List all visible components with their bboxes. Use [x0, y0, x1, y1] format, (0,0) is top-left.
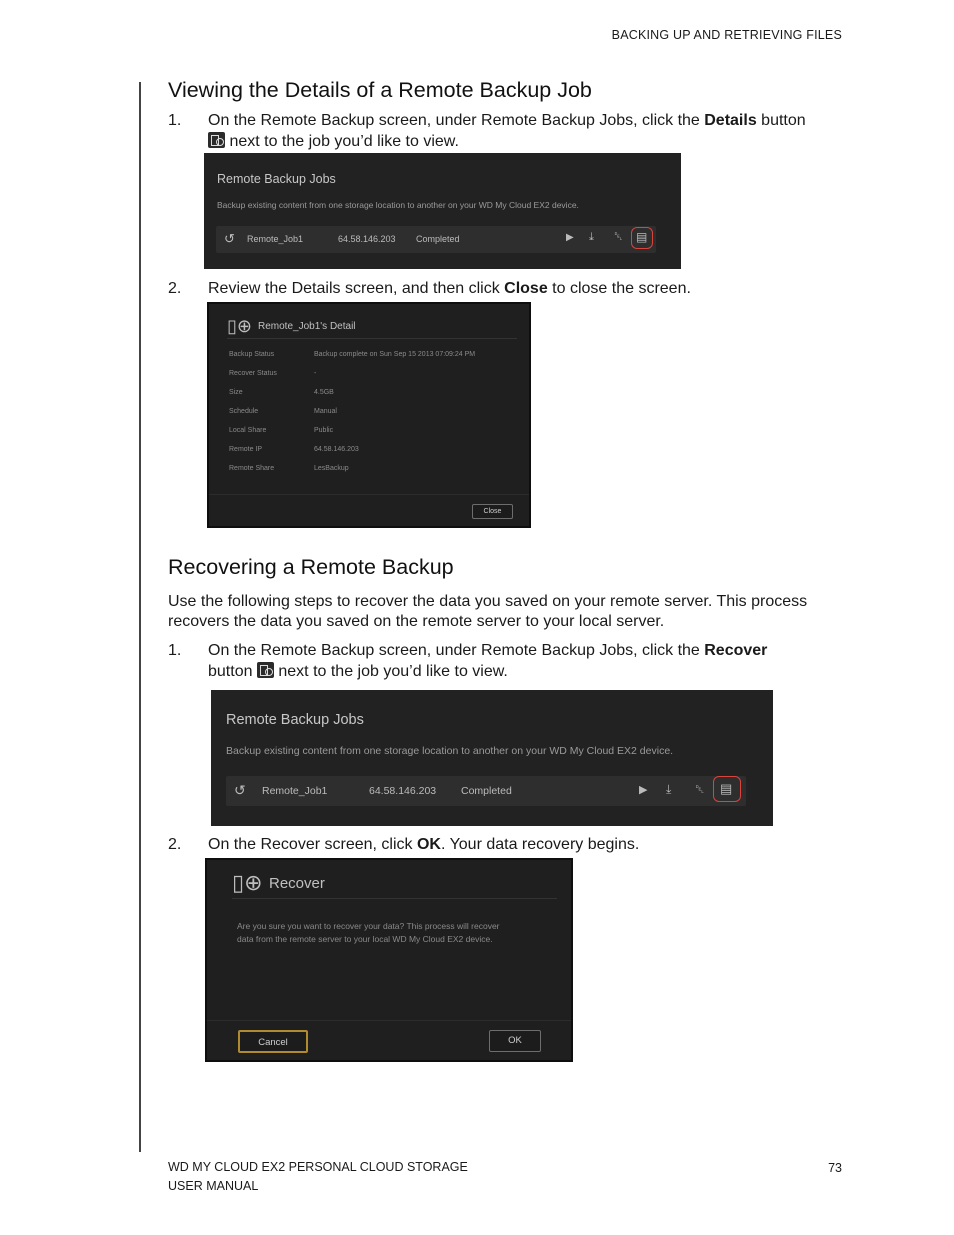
- trash-icon[interactable]: ␡: [614, 231, 623, 243]
- divider: [227, 338, 517, 339]
- panel-title: Remote Backup Jobs: [217, 172, 336, 186]
- detail-value: 4.5GB: [314, 389, 334, 396]
- detail-value: 64.58.146.203: [314, 446, 359, 453]
- job-row[interactable]: [226, 776, 746, 806]
- dialog-title: Remote_Job1's Detail: [258, 321, 356, 332]
- step-text: Review the Details screen, and then click Close to close the screen.: [208, 280, 691, 297]
- play-icon[interactable]: ▶: [639, 784, 648, 796]
- step-1-recover: [168, 640, 858, 682]
- section-heading-details: Viewing the Details of a Remote Backup Job: [168, 78, 592, 102]
- download-icon[interactable]: ⤓: [666, 782, 672, 796]
- detail-value: Manual: [314, 408, 337, 415]
- detail-value: Public: [314, 427, 334, 434]
- detail-label: Size: [229, 389, 243, 396]
- details-dialog: [207, 302, 531, 528]
- play-icon[interactable]: ▶: [566, 232, 574, 243]
- job-name: Remote_Job1: [262, 785, 328, 797]
- recover-icon[interactable]: ▤: [720, 781, 733, 796]
- panel-description: Backup existing content from one storage location to another on your WD My Cloud EX2 device.: [226, 745, 674, 757]
- detail-label: Schedule: [229, 408, 259, 415]
- dialog-title: Recover: [269, 875, 325, 892]
- panel-title: Remote Backup Jobs: [226, 712, 364, 728]
- close-button[interactable]: Close: [472, 504, 513, 519]
- remote-backup-icon: ▯⊕: [232, 870, 263, 895]
- job-ip: 64.58.146.203: [369, 785, 437, 797]
- step-text: On the Remote Backup screen, under Remote Backup Jobs, click the Details button next to the job you’d like to view.: [208, 112, 806, 150]
- divider: [209, 494, 529, 495]
- remote-backup-icon: ▯⊕: [227, 316, 252, 336]
- details-icon[interactable]: ▤: [636, 230, 648, 244]
- detail-label: Recover Status: [229, 370, 277, 377]
- intro-paragraph: Use the following steps to recover the data you saved on your remote server. This process recovers the data you saved on the remote server to your local server.: [168, 593, 808, 630]
- detail-label: Remote IP: [229, 446, 263, 453]
- recover-dialog: [205, 858, 573, 1062]
- job-status: Completed: [461, 785, 512, 797]
- step-number: 1.: [168, 112, 182, 129]
- detail-label: Local Share: [229, 427, 267, 434]
- highlight-ring: [713, 776, 741, 802]
- job-status: Completed: [416, 234, 460, 244]
- detail-value: Backup complete on Sun Sep 15 2013 07:09:24 PM: [314, 351, 476, 358]
- step-text: On the Remote Backup screen, under Remote Backup Jobs, click the Recover button next to the job you’d like to view.: [208, 642, 768, 680]
- history-icon: ↺: [224, 231, 235, 246]
- side-rule: [139, 82, 141, 1152]
- step-number: 2.: [168, 836, 182, 853]
- details-icon: [208, 132, 225, 148]
- detail-label: Backup Status: [229, 351, 275, 358]
- detail-value: LesBackup: [314, 465, 349, 472]
- footer-product: WD MY CLOUD EX2 PERSONAL CLOUD STORAGE: [168, 1160, 468, 1174]
- screenshot-remote-backup-jobs: [204, 153, 681, 269]
- download-icon[interactable]: ⤓: [589, 231, 594, 243]
- cancel-button[interactable]: Cancel: [238, 1030, 308, 1053]
- recover-message-line2: data from the remote server to your local WD My Cloud EX2 device.: [237, 934, 493, 944]
- job-ip: 64.58.146.203: [338, 234, 396, 244]
- highlight-ring: [631, 227, 653, 249]
- ok-button[interactable]: OK: [489, 1030, 541, 1052]
- job-name: Remote_Job1: [247, 234, 304, 244]
- recover-icon: [257, 662, 274, 678]
- panel-description: Backup existing content from one storage location to another on your WD My Cloud EX2 device.: [217, 200, 579, 210]
- detail-value: -: [314, 370, 317, 377]
- screenshot-remote-backup-jobs-recover: [211, 690, 773, 826]
- step-1-details: [168, 110, 858, 152]
- history-icon: ↺: [234, 782, 246, 798]
- step-2-details: [168, 278, 858, 299]
- recover-message-line1: Are you sure you want to recover your data? This process will recover: [237, 921, 500, 931]
- step-number: 2.: [168, 280, 182, 297]
- step-text: On the Recover screen, click OK. Your data recovery begins.: [208, 836, 640, 853]
- section-heading-recover: Recovering a Remote Backup: [168, 555, 454, 579]
- trash-icon[interactable]: ␡: [695, 782, 705, 796]
- divider: [232, 898, 557, 899]
- divider: [207, 1020, 571, 1021]
- step-number: 1.: [168, 642, 182, 659]
- job-row[interactable]: [216, 226, 656, 253]
- step-2-recover: [168, 834, 858, 855]
- running-header: BACKING UP AND RETRIEVING FILES: [611, 28, 842, 42]
- page-number: 73: [828, 1161, 842, 1175]
- detail-label: Remote Share: [229, 465, 275, 472]
- footer: [168, 1158, 468, 1196]
- footer-doc-type: USER MANUAL: [168, 1179, 259, 1193]
